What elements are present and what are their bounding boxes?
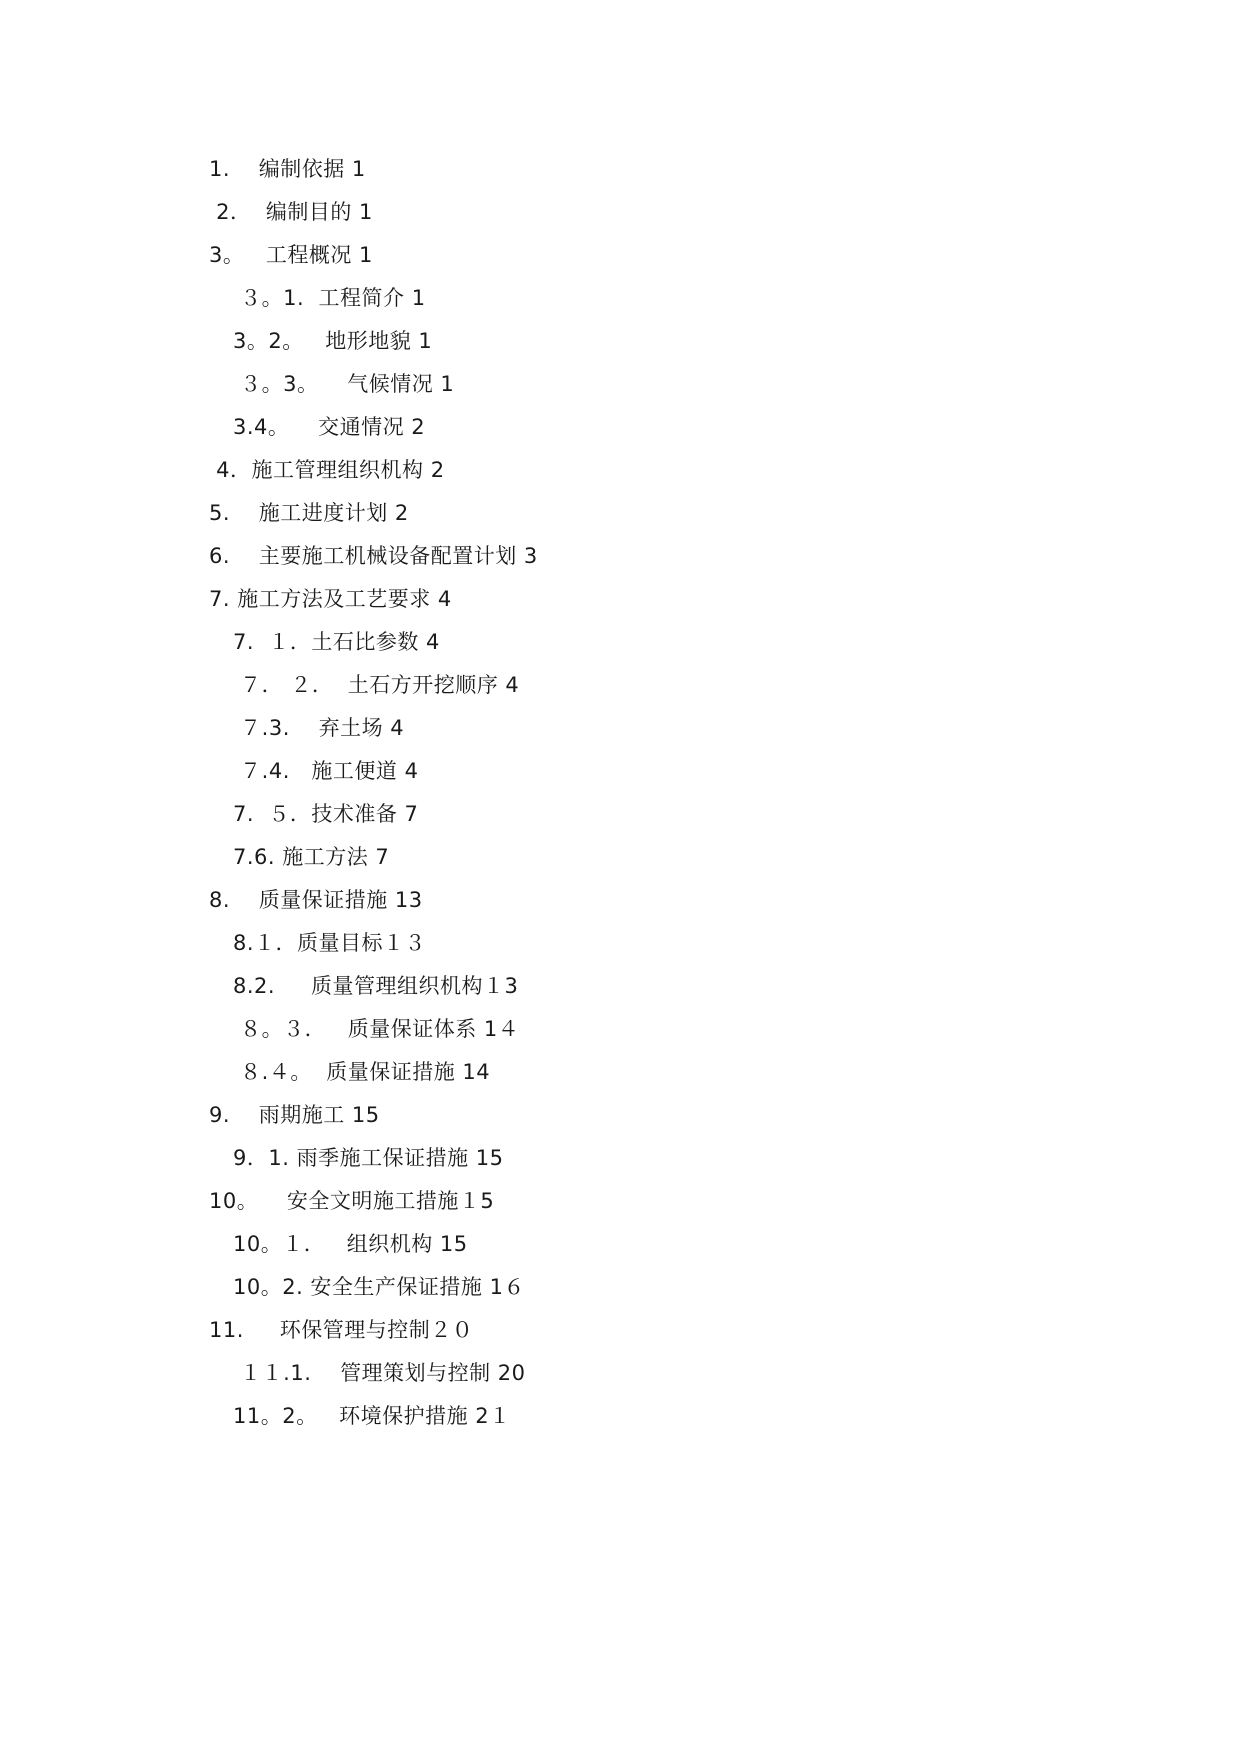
toc-entry[interactable]: ７． ２． 土石方开挖顺序 4 bbox=[233, 673, 520, 697]
toc-entry[interactable]: 10。 安全文明施工措施１5 bbox=[209, 1189, 495, 1213]
toc-entry[interactable]: ３。3。 气候情况 1 bbox=[233, 372, 455, 396]
toc-entry[interactable]: 4．施工管理组织机构 2 bbox=[209, 458, 445, 482]
toc-entry[interactable]: 7. １．土石比参数 4 bbox=[233, 630, 440, 654]
toc-entry[interactable]: 8. 质量保证措施 13 bbox=[209, 888, 423, 912]
toc-entry[interactable]: ８。３． 质量保证体系 1４ bbox=[233, 1017, 520, 1041]
toc-entry[interactable]: 7. ５．技术准备 7 bbox=[233, 802, 419, 826]
toc-entry[interactable]: 8.2. 质量管理组织机构１3 bbox=[233, 974, 519, 998]
toc-entry[interactable]: 2． 编制目的 1 bbox=[209, 200, 373, 224]
toc-entry[interactable]: 11. 环保管理与控制２０ bbox=[209, 1318, 474, 1342]
toc-entry[interactable]: ７.3. 弃土场 4 bbox=[233, 716, 405, 740]
toc-entry[interactable]: 1. 编制依据 1 bbox=[209, 157, 366, 181]
toc-entry[interactable]: ７.4. 施工便道 4 bbox=[233, 759, 419, 783]
toc-entry[interactable]: 9. 雨期施工 15 bbox=[209, 1103, 380, 1127]
toc-entry[interactable]: １１.1. 管理策划与控制 20 bbox=[233, 1361, 526, 1385]
toc-entry[interactable]: ３。1. 工程简介 1 bbox=[233, 286, 426, 310]
toc-entry[interactable]: 3。 工程概况 1 bbox=[209, 243, 373, 267]
toc-entry[interactable]: 9．1. 雨季施工保证措施 15 bbox=[233, 1146, 504, 1170]
toc-entry[interactable]: 6. 主要施工机械设备配置计划 3 bbox=[209, 544, 538, 568]
toc-entry[interactable]: 5. 施工进度计划 2 bbox=[209, 501, 409, 525]
toc-entry[interactable]: 10。2. 安全生产保证措施 1６ bbox=[233, 1275, 525, 1299]
toc-entry[interactable]: 7. 施工方法及工艺要求 4 bbox=[209, 587, 452, 611]
toc-entry[interactable]: 3。2。 地形地貌 1 bbox=[233, 329, 433, 353]
toc-entry[interactable]: 10。１． 组织机构 15 bbox=[233, 1232, 468, 1256]
toc-entry[interactable]: 3.4。 交通情况 2 bbox=[233, 415, 426, 439]
toc-entry[interactable]: ８.４。 质量保证措施 14 bbox=[233, 1060, 491, 1084]
toc-entry[interactable]: 7.6. 施工方法 7 bbox=[233, 845, 390, 869]
toc-entry[interactable]: 8.１．质量目标１３ bbox=[233, 931, 427, 955]
toc-entry[interactable]: 11。2。 环境保护措施 2１ bbox=[233, 1404, 511, 1428]
